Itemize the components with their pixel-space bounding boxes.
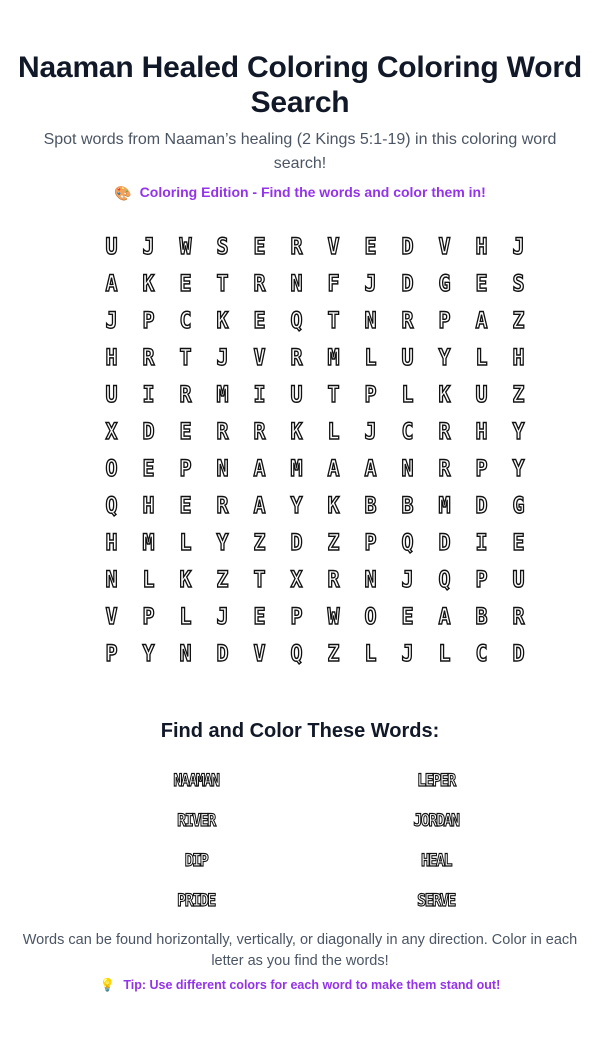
- grid-cell[interactable]: Z: [512, 380, 525, 407]
- grid-cell[interactable]: Q: [290, 639, 303, 666]
- grid-cell[interactable]: P: [290, 602, 303, 629]
- grid-cell[interactable]: Z: [512, 306, 525, 333]
- grid-cell[interactable]: P: [475, 565, 488, 592]
- grid-cell[interactable]: L: [438, 639, 451, 666]
- word-list-item: HEAL: [420, 849, 452, 871]
- grid-cell[interactable]: X: [290, 565, 303, 592]
- grid-cell[interactable]: M: [290, 454, 303, 481]
- grid-cell[interactable]: R: [290, 232, 303, 259]
- grid-cell[interactable]: E: [475, 269, 488, 296]
- grid-cell[interactable]: N: [401, 454, 414, 481]
- grid-cell[interactable]: E: [179, 269, 192, 296]
- grid-cell[interactable]: D: [290, 528, 303, 555]
- tip-text: Tip: Use different colors for each word to make them stand out!: [123, 978, 501, 992]
- grid-cell[interactable]: P: [364, 380, 377, 407]
- grid-cell[interactable]: P: [142, 306, 155, 333]
- grid-cell[interactable]: Z: [327, 639, 340, 666]
- grid-cell[interactable]: V: [327, 232, 340, 259]
- grid-cell[interactable]: D: [512, 639, 525, 666]
- grid-cell[interactable]: I: [475, 528, 488, 555]
- grid-cell[interactable]: E: [253, 306, 266, 333]
- grid-cell[interactable]: R: [512, 602, 525, 629]
- instructions-text: Words can be found horizontally, vertically, or diagonally in any direction. Color in each letter as you find the words!: [22, 932, 578, 969]
- word-list-item: PRIDE: [177, 889, 215, 911]
- grid-cell[interactable]: C: [179, 306, 192, 333]
- grid-cell[interactable]: G: [438, 269, 451, 296]
- grid-cell[interactable]: H: [475, 417, 488, 444]
- grid-cell[interactable]: A: [475, 306, 488, 333]
- grid-cell[interactable]: S: [216, 232, 229, 259]
- grid-cell[interactable]: Z: [216, 565, 229, 592]
- grid-cell[interactable]: T: [327, 380, 340, 407]
- grid-cell[interactable]: M: [438, 491, 451, 518]
- grid-cell[interactable]: V: [253, 639, 266, 666]
- grid-cell[interactable]: F: [327, 269, 340, 296]
- grid-cell[interactable]: I: [142, 380, 155, 407]
- grid-cell[interactable]: R: [438, 417, 451, 444]
- grid-cell[interactable]: Y: [290, 491, 303, 518]
- word-list: [76, 760, 556, 920]
- grid-cell[interactable]: J: [401, 639, 414, 666]
- grid-cell[interactable]: D: [401, 232, 414, 259]
- grid-cell[interactable]: K: [179, 565, 192, 592]
- grid-cell[interactable]: R: [438, 454, 451, 481]
- palette-icon: 🎨: [114, 185, 132, 201]
- grid-cell[interactable]: L: [179, 528, 192, 555]
- grid-cell[interactable]: U: [105, 232, 118, 259]
- grid-cell[interactable]: L: [142, 565, 155, 592]
- tip-banner: [0, 976, 600, 994]
- grid-cell[interactable]: C: [401, 417, 414, 444]
- grid-cell[interactable]: N: [179, 639, 192, 666]
- grid-cell[interactable]: W: [327, 602, 340, 629]
- grid-cell[interactable]: U: [512, 565, 525, 592]
- grid-cell[interactable]: K: [438, 380, 451, 407]
- grid-cell[interactable]: Q: [438, 565, 451, 592]
- grid-cell[interactable]: O: [105, 454, 118, 481]
- grid-cell[interactable]: R: [327, 565, 340, 592]
- grid-cell[interactable]: H: [512, 343, 525, 370]
- grid-cell[interactable]: J: [364, 417, 377, 444]
- grid-cell[interactable]: R: [179, 380, 192, 407]
- grid-cell[interactable]: L: [475, 343, 488, 370]
- word-list-item: RIVER: [177, 809, 215, 831]
- letter-grid: [93, 227, 537, 671]
- grid-cell[interactable]: A: [364, 454, 377, 481]
- grid-cell[interactable]: H: [142, 491, 155, 518]
- grid-cell[interactable]: H: [105, 528, 118, 555]
- grid-cell[interactable]: J: [142, 232, 155, 259]
- grid-cell[interactable]: K: [290, 417, 303, 444]
- grid-cell[interactable]: Y: [512, 417, 525, 444]
- grid-cell[interactable]: E: [253, 232, 266, 259]
- grid-cell[interactable]: S: [512, 269, 525, 296]
- grid-cell[interactable]: J: [364, 269, 377, 296]
- grid-cell[interactable]: J: [512, 232, 525, 259]
- grid-cell[interactable]: D: [401, 269, 414, 296]
- grid-cell[interactable]: A: [105, 269, 118, 296]
- grid-cell[interactable]: N: [105, 565, 118, 592]
- grid-cell[interactable]: N: [290, 269, 303, 296]
- grid-cell[interactable]: J: [216, 343, 229, 370]
- page-subtitle: Spot words from Naaman’s healing (2 Kings 5:1-19) in this coloring word search!: [43, 131, 557, 172]
- grid-cell[interactable]: E: [253, 602, 266, 629]
- grid-cell[interactable]: U: [401, 343, 414, 370]
- grid-cell[interactable]: U: [290, 380, 303, 407]
- grid-cell[interactable]: E: [512, 528, 525, 555]
- grid-cell[interactable]: V: [105, 602, 118, 629]
- grid-cell[interactable]: H: [475, 232, 488, 259]
- grid-cell[interactable]: E: [364, 232, 377, 259]
- grid-cell[interactable]: Y: [512, 454, 525, 481]
- grid-cell[interactable]: R: [216, 417, 229, 444]
- grid-cell[interactable]: P: [475, 454, 488, 481]
- grid-cell[interactable]: T: [179, 343, 192, 370]
- grid-cell[interactable]: A: [438, 602, 451, 629]
- grid-cell[interactable]: Y: [438, 343, 451, 370]
- grid-cell[interactable]: D: [142, 417, 155, 444]
- grid-cell[interactable]: P: [179, 454, 192, 481]
- grid-cell[interactable]: U: [475, 380, 488, 407]
- grid-cell[interactable]: J: [401, 565, 414, 592]
- grid-cell[interactable]: D: [216, 639, 229, 666]
- grid-cell[interactable]: P: [142, 602, 155, 629]
- grid-cell[interactable]: D: [438, 528, 451, 555]
- grid-cell[interactable]: R: [253, 417, 266, 444]
- grid-cell[interactable]: Q: [105, 491, 118, 518]
- grid-cell[interactable]: A: [327, 454, 340, 481]
- grid-cell[interactable]: G: [512, 491, 525, 518]
- grid-cell[interactable]: E: [179, 417, 192, 444]
- grid-cell[interactable]: Z: [327, 528, 340, 555]
- grid-cell[interactable]: L: [327, 417, 340, 444]
- word-list-heading: Find and Color These Words:: [160, 720, 440, 742]
- grid-cell[interactable]: H: [105, 343, 118, 370]
- grid-cell[interactable]: R: [401, 306, 414, 333]
- grid-cell[interactable]: E: [142, 454, 155, 481]
- word-list-item: DIP: [184, 849, 208, 871]
- grid-cell[interactable]: X: [105, 417, 118, 444]
- grid-cell[interactable]: K: [216, 306, 229, 333]
- grid-cell[interactable]: R: [216, 491, 229, 518]
- grid-cell[interactable]: D: [475, 491, 488, 518]
- grid-cell[interactable]: M: [216, 380, 229, 407]
- grid-cell[interactable]: V: [253, 343, 266, 370]
- grid-cell[interactable]: L: [179, 602, 192, 629]
- grid-cell[interactable]: L: [401, 380, 414, 407]
- grid-cell[interactable]: P: [438, 306, 451, 333]
- grid-cell[interactable]: M: [327, 343, 340, 370]
- grid-cell[interactable]: B: [475, 602, 488, 629]
- grid-cell[interactable]: N: [216, 454, 229, 481]
- grid-cell[interactable]: Y: [216, 528, 229, 555]
- grid-cell[interactable]: Q: [290, 306, 303, 333]
- grid-cell[interactable]: P: [105, 639, 118, 666]
- word-list-item: JORDAN: [413, 809, 459, 831]
- grid-cell[interactable]: V: [438, 232, 451, 259]
- grid-cell[interactable]: R: [142, 343, 155, 370]
- grid-cell[interactable]: B: [401, 491, 414, 518]
- grid-cell[interactable]: A: [253, 454, 266, 481]
- grid-cell[interactable]: E: [401, 602, 414, 629]
- page-title: Naaman Healed Coloring Coloring Word Search: [18, 51, 582, 119]
- grid-cell[interactable]: M: [142, 528, 155, 555]
- grid-cell[interactable]: K: [327, 491, 340, 518]
- grid-cell[interactable]: P: [364, 528, 377, 555]
- grid-cell[interactable]: E: [179, 491, 192, 518]
- word-list-item: LEPER: [417, 769, 455, 791]
- grid-cell[interactable]: I: [253, 380, 266, 407]
- grid-cell[interactable]: J: [105, 306, 118, 333]
- grid-cell[interactable]: Y: [142, 639, 155, 666]
- grid-cell[interactable]: W: [179, 232, 192, 259]
- coloring-edition-text: Coloring Edition - Find the words and color them in!: [139, 184, 486, 200]
- grid-cell[interactable]: B: [364, 491, 377, 518]
- grid-cell[interactable]: A: [253, 491, 266, 518]
- grid-cell[interactable]: T: [253, 565, 266, 592]
- grid-cell[interactable]: Q: [401, 528, 414, 555]
- grid-cell[interactable]: L: [364, 343, 377, 370]
- grid-cell[interactable]: N: [364, 306, 377, 333]
- grid-cell[interactable]: N: [364, 565, 377, 592]
- grid-cell[interactable]: T: [327, 306, 340, 333]
- grid-cell[interactable]: K: [142, 269, 155, 296]
- grid-cell[interactable]: R: [290, 343, 303, 370]
- grid-cell[interactable]: C: [475, 639, 488, 666]
- grid-cell[interactable]: L: [364, 639, 377, 666]
- word-list-item: SERVE: [417, 889, 455, 911]
- grid-cell[interactable]: U: [105, 380, 118, 407]
- lightbulb-icon: 💡: [99, 978, 116, 992]
- grid-cell[interactable]: O: [364, 602, 377, 629]
- grid-cell[interactable]: Z: [253, 528, 266, 555]
- word-list-item: NAAMAN: [173, 769, 219, 791]
- grid-cell[interactable]: T: [216, 269, 229, 296]
- grid-cell[interactable]: J: [216, 602, 229, 629]
- coloring-edition-banner: [0, 182, 600, 203]
- grid-cell[interactable]: R: [253, 269, 266, 296]
